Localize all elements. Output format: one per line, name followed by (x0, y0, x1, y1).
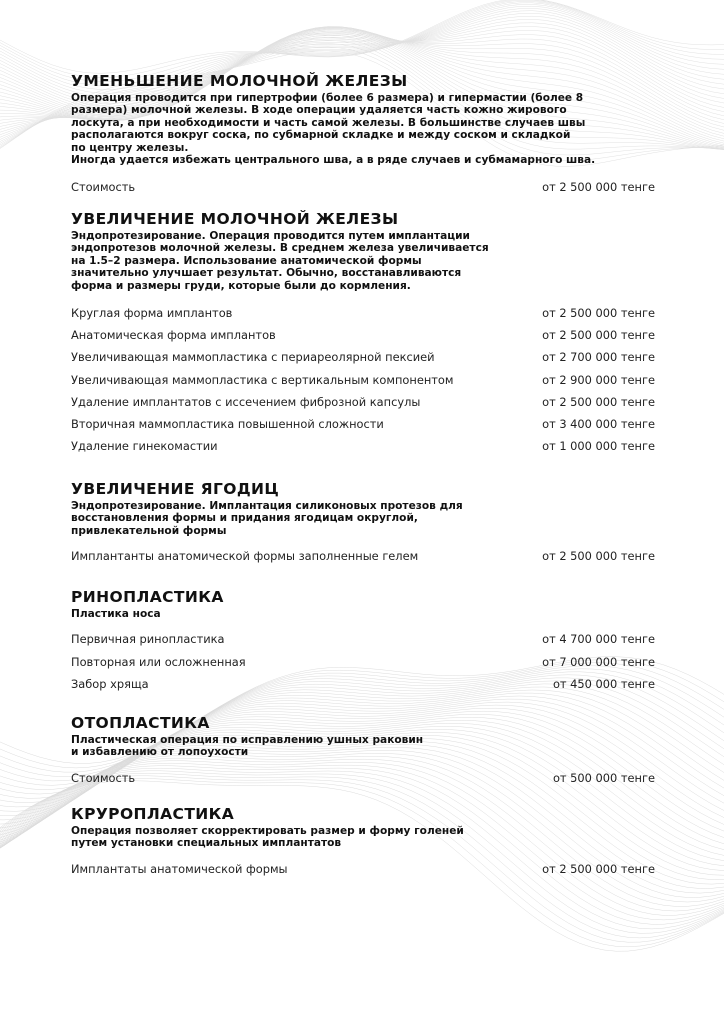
price-rows (71, 767, 655, 789)
price-row (71, 369, 655, 391)
service-name: Забор хряща (71, 676, 149, 691)
price-row (71, 628, 655, 650)
service-price: от 2 900 000 тенге (542, 372, 655, 387)
service-name: Имплантанты анатомической формы заполненные гелем (71, 549, 419, 564)
section-description: Эндопротезирование. Имплантация силиконовых протезов для восстановления формы и придания ягодицам округлой, привлекательной формы (71, 500, 463, 537)
price-row (71, 545, 655, 567)
service-name: Первичная ринопластика (71, 632, 225, 647)
price-row (71, 413, 655, 435)
price-row (71, 858, 655, 880)
service-price: от 3 400 000 тенге (542, 417, 655, 432)
price-row (71, 324, 655, 346)
section-otoplasty (71, 714, 655, 789)
service-name: Повторная или осложненная (71, 654, 246, 669)
service-name: Круглая форма имплантов (71, 306, 233, 321)
section-title: УМЕНЬШЕНИЕ МОЛОЧНОЙ ЖЕЛЕЗЫ (71, 72, 408, 90)
price-rows (71, 302, 655, 457)
price-rows (71, 545, 655, 567)
section-description: Операция позволяет скорректировать размер и форму голеней путем установки специальных имплантатов (71, 825, 464, 850)
service-price: от 450 000 тенге (552, 676, 655, 691)
service-name: Вторичная маммопластика повышенной сложности (71, 417, 384, 432)
price-rows (71, 176, 655, 198)
section-description: Пластика носа (71, 608, 161, 620)
service-price: от 1 000 000 тенге (542, 439, 655, 454)
section-title: РИНОПЛАСТИКА (71, 588, 224, 606)
service-price: от 500 000 тенге (552, 770, 655, 785)
service-price: от 4 700 000 тенге (542, 632, 655, 647)
price-rows (71, 858, 655, 880)
section-title: КРУРОПЛАСТИКА (71, 805, 235, 823)
section-description: Эндопротезирование. Операция проводится путем имплантации эндопротезов молочной железы. В среднем железа увеличивается на 1.5–2 размера. Использование анатомической формы значительно улучшает результат. Обычно, восстанавливаются форма и размеры груди, которые были до кормления. (71, 230, 489, 292)
section-title: ОТОПЛАСТИКА (71, 714, 210, 732)
price-row (71, 346, 655, 368)
price-row (71, 435, 655, 457)
section-breast-reduction (71, 72, 655, 199)
price-row (71, 651, 655, 673)
service-name: Стоимость (71, 180, 136, 195)
section-title: УВЕЛИЧЕНИЕ ЯГОДИЦ (71, 480, 280, 498)
price-row (71, 302, 655, 324)
section-title: УВЕЛИЧЕНИЕ МОЛОЧНОЙ ЖЕЛЕЗЫ (71, 210, 399, 228)
service-name: Анатомическая форма имплантов (71, 328, 276, 343)
price-row (71, 391, 655, 413)
price-rows (71, 628, 655, 695)
price-row (71, 767, 655, 789)
service-price: от 2 700 000 тенге (542, 350, 655, 365)
service-name: Увеличивающая маммопластика с периареолярной пексией (71, 350, 435, 365)
service-name: Увеличивающая маммопластика с вертикальным компонентом (71, 372, 454, 387)
service-name: Удаление гинекомастии (71, 439, 218, 454)
section-description: Операция проводится при гипертрофии (более 6 размера) и гипермастии (более 8 размера) молочной железы. В ходе операции удаляется часть кожно жирового лоскута, а при необходимости и часть самой железы. В большинстве случаев швы располагаются вокруг соска, по субмарной складке и между соском и складкой по центру железы. Иногда удается избежать центрального шва, а в ряде случаев и субмамарного шва. (71, 92, 596, 167)
service-name: Удаление имплантатов с иссечением фиброзной капсулы (71, 394, 421, 409)
service-price: от 2 500 000 тенге (542, 306, 655, 321)
section-buttock-augmentation (71, 480, 655, 567)
service-name: Стоимость (71, 770, 136, 785)
service-price: от 7 000 000 тенге (542, 654, 655, 669)
section-rhinoplasty (71, 588, 655, 695)
service-price: от 2 500 000 тенге (542, 180, 655, 195)
price-row (71, 176, 655, 198)
service-price: от 2 500 000 тенге (542, 861, 655, 876)
section-breast-augmentation (71, 210, 655, 457)
service-price: от 2 500 000 тенге (542, 328, 655, 343)
service-price: от 2 500 000 тенге (542, 549, 655, 564)
section-description: Пластическая операция по исправлению ушных раковин и избавлению от лопоухости (71, 734, 424, 759)
service-name: Имплантаты анатомической формы (71, 861, 288, 876)
price-row (71, 673, 655, 695)
section-cruroplasty (71, 805, 655, 880)
service-price: от 2 500 000 тенге (542, 394, 655, 409)
